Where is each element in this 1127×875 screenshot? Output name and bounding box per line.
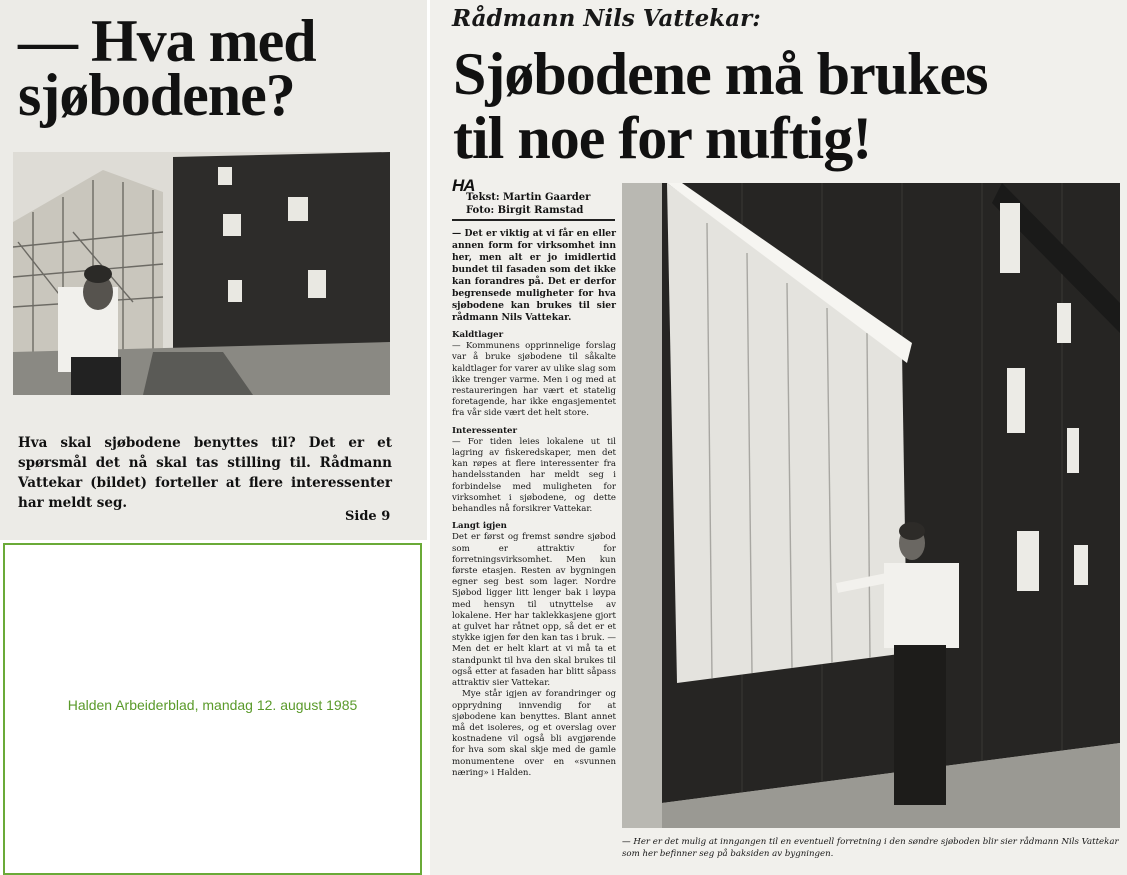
source-label-box: [3, 543, 422, 875]
paragraph-3: Det er først og fremst søndre sjøbod som er attraktiv for forretningsvirksomhet. Men kun første etasjen. Resten av bygningen egner seg best som lager. Nordre Sjøbod ligger litt lenger bak i løypa med hensyn til utnyttelse av lokalene. Her har taklekkasjene gjort at gulvet har råtnet opp, så det er et stykke igjen før den kan tas i bruk. — Men det er helt klart at vi må ta et standpunkt til hva den skal brukes til også etter at fasaden har blitt såpass attraktiv sier Vattekar.: [452, 532, 616, 689]
right-photo: [622, 183, 1120, 828]
byline-photo: Foto: Birgit Ramstad: [466, 205, 584, 216]
article-lead: — Det er viktig at vi får en eller annen form for virksomhet inn her, men alt er jo imidlertid bundet til fasaden som det ikke kan forandres på. Det er derfor begrensede muligheter for hva sjøbodene kan brukes til sier rådmann Nils Vattekar.: [452, 228, 616, 323]
article-kicker: Rådmann Nils Vattekar:: [452, 5, 761, 32]
paragraph-2: — For tiden leies lokalene ut til lagring av fiskeredskaper, men det kan røpes at flere interessenter fra handelsstanden har meldt seg i forbindelse med muligheten for virksomhet i sjøbodene, og dette behandles nå forsikrer Vattekar.: [452, 436, 616, 515]
right-photo-caption: — Her er det mulig at inngangen til en eventuell forretning i den søndre sjøboden blir sier rådmann Nils Vattekar som her befinner seg på baksiden av bygningen.: [622, 837, 1119, 859]
subheading-interessenter: Interessenter: [452, 425, 518, 436]
page-reference: Side 9: [345, 509, 391, 524]
building-photo-right: [622, 183, 1120, 828]
subheading-kaldtlager: Kaldtlager: [452, 330, 504, 340]
left-photo-caption: Hva skal sjøbodene benyttes til? Det er et spørsmål det nå skal tas stilling til. Rådmann Vattekar (bildet) forteller at flere interessenter har meldt seg.: [18, 435, 392, 511]
building-photo-left: [13, 152, 390, 395]
byline: [466, 191, 590, 217]
article-headline: Sjøbodene må brukes til noe for nuftig!: [453, 41, 988, 171]
newspaper-logo: HA: [452, 176, 475, 195]
left-headline: — Hva med sjøbodene?: [18, 8, 316, 128]
left-clipping: [0, 0, 427, 540]
byline-divider: [452, 219, 615, 221]
left-photo: [13, 152, 390, 395]
paragraph-1: — Kommunens opprinnelige forslag var å bruke sjøbodene til såkalte kaldtlager for varer av ulike slag som ikke trenger varme. Men i og med at restaureringen har vært et statelig foretagende, har ikke engasjementet fra vår side vært det helt store.: [452, 341, 616, 419]
article-body: [452, 228, 616, 779]
source-label: Halden Arbeiderblad, mandag 12. august 1985: [67, 697, 358, 713]
subheading-langt-igjen: Langt igjen: [452, 521, 507, 532]
paragraph-4: Mye står igjen av forandringer og opprydning innvendig for at sjøbodene kan benyttes. Blant annet må det isoleres, og et overslag over kostnadene vil også bli avgjørende for hva som skal skje med de gamle monumentene over en «svunnen næring» i Halden.: [452, 689, 616, 778]
byline-text: Tekst: Martin Gaarder: [466, 192, 591, 203]
